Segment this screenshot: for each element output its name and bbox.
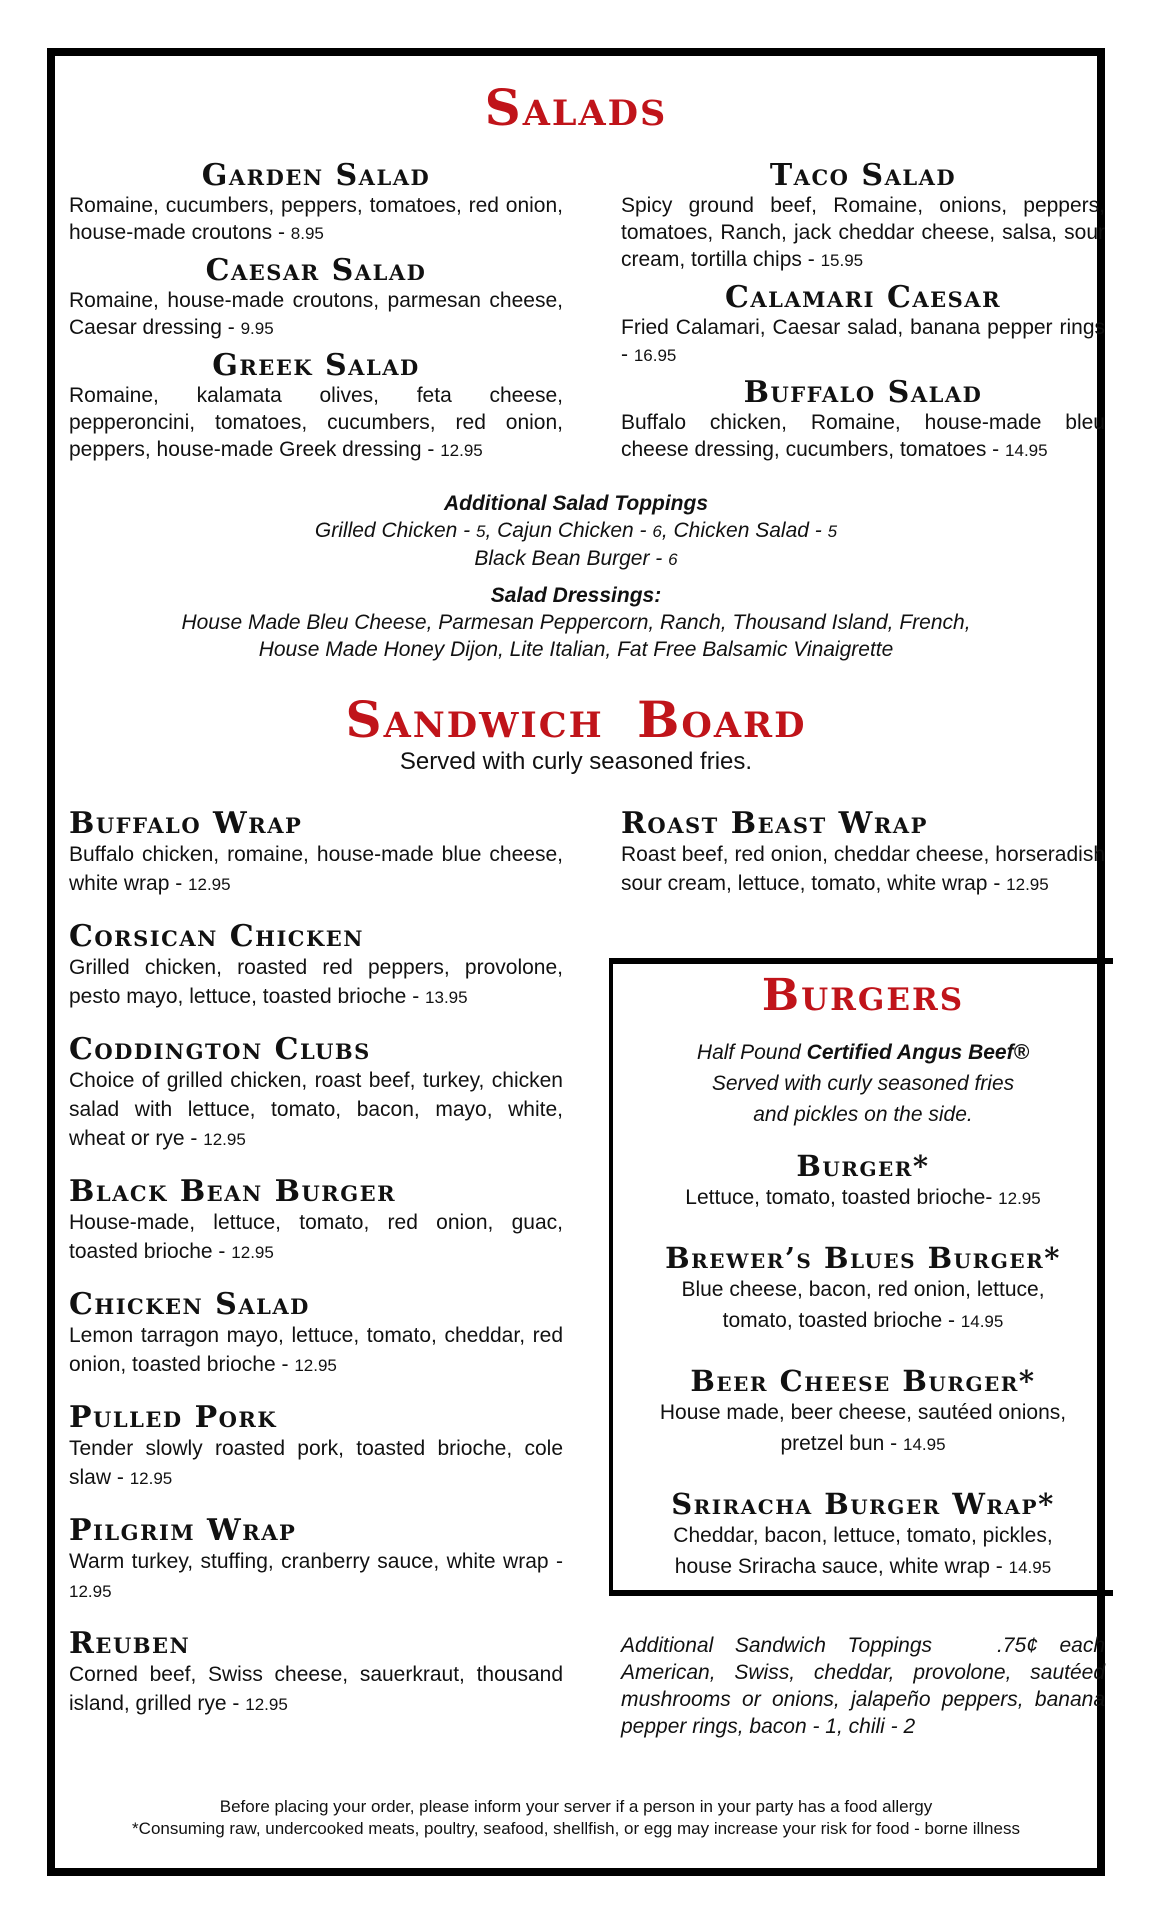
item-name: Buffalo Salad: [743, 375, 983, 410]
item-description: Warm turkey, stuffing, cranberry sauce, white wrap - 12.95: [69, 1550, 563, 1601]
menu-item: [621, 377, 1105, 464]
menu-item: [69, 1289, 563, 1380]
item-price: 12.95: [1006, 875, 1049, 894]
item-name: Caesar Salad: [205, 253, 427, 288]
item-price: 12.95: [294, 1356, 337, 1375]
salads-right-column: [621, 160, 1105, 472]
menu-item: [621, 160, 1105, 274]
menu-item: [623, 1150, 1103, 1214]
allergy-notice: Before placing your order, please inform your server if a person in your party has a food allergy: [219, 1797, 933, 1816]
item-price: 14.95: [1008, 1558, 1052, 1577]
item-description: Lemon tarragon mayo, lettuce, tomato, cheddar, red onion, toasted brioche - 12.95: [69, 1324, 563, 1376]
item-price: 14.95: [903, 1435, 946, 1454]
sandwich-board-title: Sandwich Board: [345, 690, 807, 749]
sandwich-toppings-price: .75¢ each: [996, 1634, 1105, 1657]
item-price: 12.95: [69, 1582, 112, 1601]
item-description: Romaine, house-made croutons, parmesan cheese, Caesar dressing - 9.95: [69, 289, 563, 339]
sandwich-toppings-list: American, Swiss, cheddar, provolone, sautéed mushrooms or onions, jalapeño peppers, banana pepper rings, bacon - 1, chili - 2: [621, 1661, 1105, 1738]
menu-item: [69, 350, 563, 464]
menu-item: [69, 1402, 563, 1493]
item-name: Roast Beast Wrap: [621, 806, 928, 841]
item-description: Romaine, cucumbers, peppers, tomatoes, red onion, house-made croutons - 8.95: [69, 194, 563, 244]
item-name: Corsican Chicken: [69, 919, 364, 954]
burgers-box: [609, 958, 1113, 1596]
salad-toppings-heading: Additional Salad Toppings: [443, 492, 709, 515]
item-description: Roast beef, red onion, cheddar cheese, horseradish sour cream, lettuce, tomato, white wrap - 12.95: [621, 843, 1105, 895]
item-description: House made, beer cheese, sautéed onions, pretzel bun - 14.95: [659, 1401, 1067, 1455]
menu-item: [623, 1242, 1103, 1337]
item-description: Fried Calamari, Caesar salad, banana pepper rings - 16.95: [621, 316, 1105, 366]
salad-dressings-line: House Made Bleu Cheese, Parmesan Peppercorn, Ranch, Thousand Island, French,: [181, 611, 971, 634]
burgers-intro: Half Pound Certified Angus Beef® Served with curly seasoned fries and pickles on the side.: [696, 1041, 1030, 1126]
item-name: Calamari Caesar: [724, 280, 1002, 315]
item-name: Beer Cheese Burger*: [690, 1364, 1036, 1398]
item-price: 12.95: [440, 441, 483, 460]
item-name: Chicken Salad: [69, 1287, 310, 1322]
menu-page: [47, 48, 1105, 1876]
burgers-title: Burgers: [761, 970, 965, 1021]
menu-item: [69, 808, 563, 899]
item-name: Coddington Clubs: [69, 1032, 371, 1067]
item-description: House-made, lettuce, tomato, red onion, guac, toasted brioche - 12.95: [69, 1211, 563, 1263]
item-description: Lettuce, tomato, toasted brioche- 12.95: [685, 1186, 1041, 1209]
item-price: 14.95: [1005, 441, 1048, 460]
item-name: Taco Salad: [769, 158, 957, 193]
item-price: 13.95: [425, 988, 468, 1007]
item-price: 12.95: [998, 1189, 1041, 1208]
salads-title: Salads: [484, 78, 668, 137]
item-price: 9.95: [240, 319, 274, 338]
item-description: Choice of grilled chicken, roast beef, turkey, chicken salad with lettuce, tomato, bacon, mayo, white, wheat or rye - 12.95: [69, 1069, 563, 1150]
consumption-warning: *Consuming raw, undercooked meats, poultry, seafood, shellfish, or egg may increase your risk for food - borne illness: [132, 1819, 1020, 1838]
menu-item: [623, 1365, 1103, 1460]
item-name: Garden Salad: [201, 158, 431, 193]
item-name: Black Bean Burger: [69, 1174, 397, 1209]
sandwich-toppings: [621, 1632, 1105, 1740]
salad-toppings: [55, 490, 1097, 573]
item-price: 12.95: [188, 875, 231, 894]
item-name: Pilgrim Wrap: [69, 1513, 297, 1548]
menu-item: [621, 808, 1105, 899]
menu-item: [621, 282, 1105, 369]
item-name: Buffalo Wrap: [69, 806, 303, 841]
salads-left-column: [69, 160, 563, 472]
item-description: Buffalo chicken, Romaine, house-made bleu cheese dressing, cucumbers, tomatoes - 14.95: [621, 411, 1105, 461]
menu-item: [69, 255, 563, 342]
item-description: Grilled chicken, roasted red peppers, provolone, pesto mayo, lettuce, toasted brioche - 13.95: [69, 956, 563, 1008]
menu-item: [69, 1034, 563, 1154]
item-description: Corned beef, Swiss cheese, sauerkraut, thousand island, grilled rye - 12.95: [69, 1663, 563, 1715]
item-price: 16.95: [633, 346, 677, 365]
item-description: Tender slowly roasted pork, toasted brioche, cole slaw - 12.95: [69, 1437, 563, 1489]
item-price: 12.95: [231, 1243, 274, 1262]
item-price: 12.95: [245, 1695, 288, 1714]
item-description: Blue cheese, bacon, red onion, lettuce, tomato, toasted brioche - 14.95: [681, 1278, 1045, 1332]
menu-item: [69, 1628, 563, 1719]
item-name: Reuben: [69, 1626, 191, 1661]
sandwich-left-column: [69, 808, 563, 1741]
item-name: Pulled Pork: [69, 1400, 278, 1435]
salad-dressings-heading: Salad Dressings:: [490, 584, 662, 607]
item-name: Burger*: [796, 1149, 930, 1183]
menu-item: [69, 1176, 563, 1267]
item-name: Brewer’s Blues Burger*: [665, 1241, 1061, 1275]
item-price: 12.95: [129, 1469, 173, 1488]
sandwich-board-subtitle: Served with curly seasoned fries.: [399, 748, 753, 775]
salad-dressings-line: House Made Honey Dijon, Lite Italian, Fat Free Balsamic Vinaigrette: [258, 638, 894, 661]
sandwich-toppings-heading: Additional Sandwich Toppings: [621, 1634, 933, 1657]
menu-item: [623, 1488, 1103, 1583]
item-name: Greek Salad: [212, 348, 420, 383]
salad-toppings-line: Grilled Chicken - 5, Cajun Chicken - 6, Chicken Salad - 5: [314, 519, 838, 542]
menu-item: [69, 160, 563, 247]
menu-item: [69, 1515, 563, 1606]
item-description: Cheddar, bacon, lettuce, tomato, pickles, house Sriracha sauce, white wrap - 14.95: [673, 1524, 1053, 1578]
item-description: Romaine, kalamata olives, feta cheese, pepperoncini, tomatoes, cucumbers, red onion, peppers, house-made Greek dressing - 12.95: [69, 384, 563, 461]
item-description: Buffalo chicken, romaine, house-made blue cheese, white wrap - 12.95: [69, 843, 563, 895]
item-price: 15.95: [820, 251, 864, 270]
item-price: 12.95: [203, 1130, 246, 1149]
allergy-footer: [55, 1796, 1097, 1840]
menu-item: [69, 921, 563, 1012]
salad-toppings-line: Black Bean Burger - 6: [474, 547, 678, 570]
sandwich-right-column: [621, 808, 1105, 921]
item-price: 8.95: [290, 224, 324, 243]
item-price: 14.95: [960, 1312, 1004, 1331]
item-description: Spicy ground beef, Romaine, onions, peppers, tomatoes, Ranch, jack cheddar cheese, salsa, sour cream, tortilla chips - 15.95: [621, 194, 1105, 271]
salad-dressings: [55, 582, 1097, 663]
item-name: Sriracha Burger Wrap*: [671, 1487, 1055, 1521]
